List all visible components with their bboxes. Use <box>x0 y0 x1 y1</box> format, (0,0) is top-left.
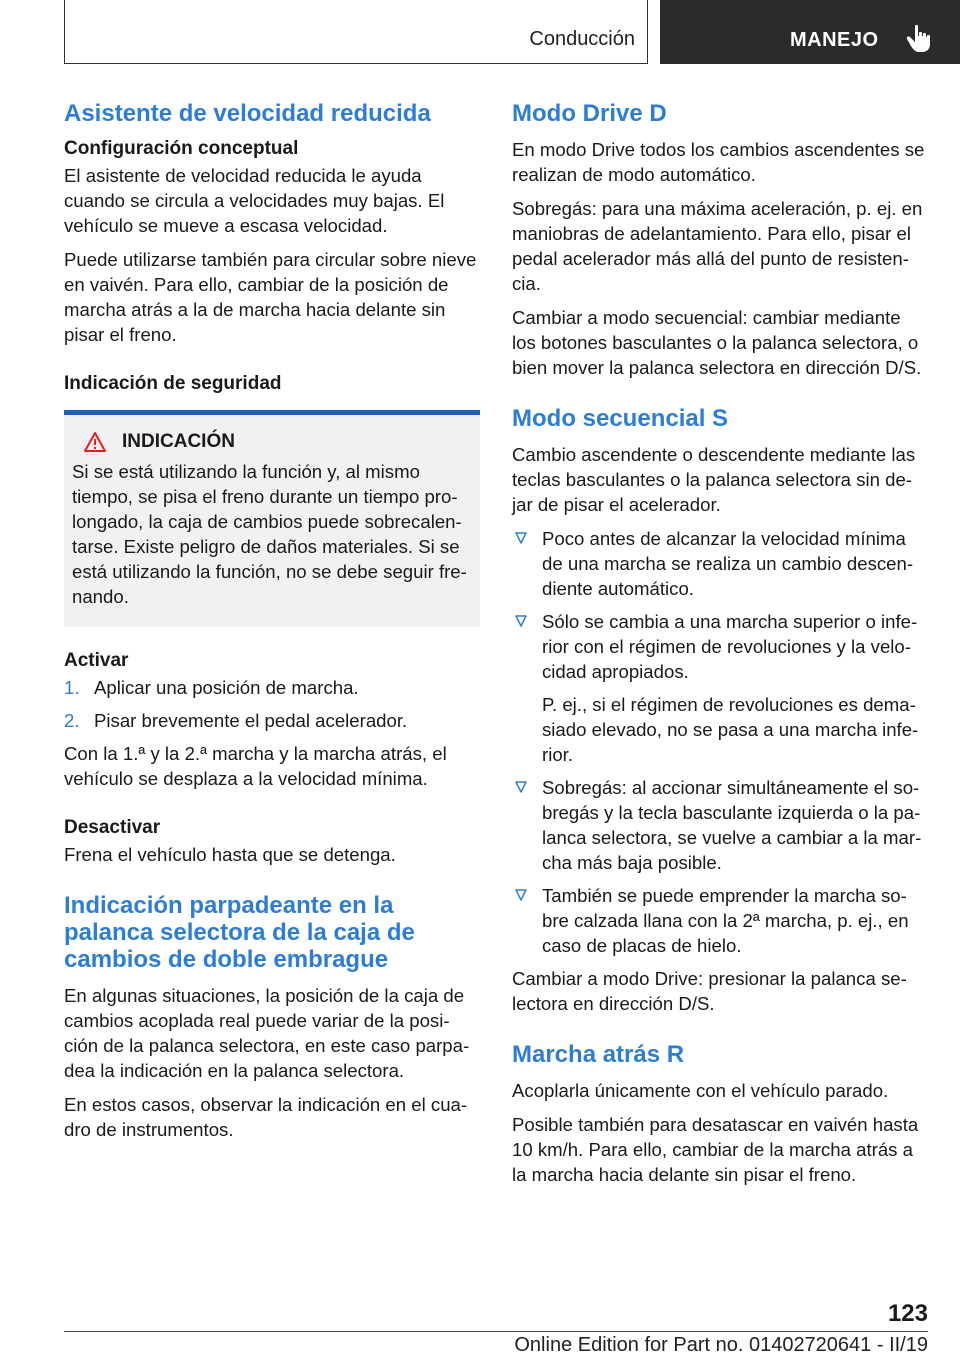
edition-note: Online Edition for Part no. 01402720641 - II/19 <box>514 1334 928 1356</box>
sequential-paragraph-1: Cambio ascendente o descendente mediante las teclas basculantes o la palanca selectora sin de‐ jar de pisar el acelerador. <box>512 444 916 515</box>
safety-heading: Indicación de seguridad <box>64 373 282 394</box>
section-title: Conducción <box>529 28 635 50</box>
chapter-tab[interactable] <box>660 0 960 64</box>
page-number: 123 <box>887 1300 928 1327</box>
warning-triangle-icon <box>84 432 106 452</box>
activate-steps <box>64 675 480 733</box>
notice-title: INDICACIÓN <box>122 431 235 452</box>
triangle-bullet-icon <box>514 780 528 794</box>
activate-heading: Activar <box>64 650 129 671</box>
list-item <box>512 883 928 958</box>
list-item <box>64 675 480 700</box>
sequential-bullets <box>512 526 928 958</box>
section-title-drive-mode: Modo Drive D <box>512 100 667 127</box>
deactivate-paragraph: Frena el vehículo hasta que se detenga. <box>64 844 396 865</box>
step-number: 1. <box>64 677 80 698</box>
chapter-tab-label: MANEJO <box>790 29 879 51</box>
step-number: 2. <box>64 710 80 731</box>
pointing-hand-icon <box>906 24 934 54</box>
header-section-box <box>64 0 648 64</box>
notice-text: Si se está utilizando la función y, al mismo tiempo, se pisa el freno durante un tiempo pro‐ longado, la caja de cambios puede sobrecalen‐ tarse. Existe peligro de daños materiales. Si se está utilizando la función, no se debe seguir fre‐ nando. <box>72 461 467 607</box>
section-title-reverse: Marcha atrás R <box>512 1041 685 1068</box>
concept-heading: Configuración conceptual <box>64 138 299 159</box>
triangle-bullet-icon <box>514 614 528 628</box>
concept-paragraph-2: Puede utilizarse también para circular sobre nieve en vaivén. Para ello, cambiar de la posición de marcha atrás a la de marcha hacia delante sin pisar el freno. <box>64 249 477 345</box>
step-text: Pisar brevemente el pedal acelerador. <box>94 710 408 731</box>
section-title-flashing-indicator: Indicación parpadeante en la palanca selectora de la caja de cambios de doble embrague <box>64 892 415 973</box>
left-column <box>64 100 480 1151</box>
footer-divider <box>64 1331 928 1332</box>
reverse-paragraph-2: Posible también para desatascar en vaivén hasta 10 km/h. Para ello, cambiar de la marcha atrás a la marcha hacia delante sin pisar el freno. <box>512 1114 919 1185</box>
bullet-subtext: P. ej., si el régimen de revoluciones es dema‐ siado elevado, no se pasa a una marcha infe‐ rior. <box>542 694 919 765</box>
bullet-text: Poco antes de alcanzar la velocidad mínima de una marcha se realiza un cambio descen‐ diente automático. <box>542 528 914 599</box>
triangle-bullet-icon <box>514 531 528 545</box>
step-text: Aplicar una posición de marcha. <box>94 677 359 698</box>
indicator-paragraph-2: En estos casos, observar la indicación en el cua‐ dro de instrumentos. <box>64 1094 468 1140</box>
activate-paragraph: Con la 1.ª y la 2.ª marcha y la marcha atrás, el vehículo se desplaza a la velocidad mínima. <box>64 743 447 789</box>
right-column <box>512 100 928 1196</box>
section-title-sequential-mode: Modo secuencial S <box>512 405 729 432</box>
list-item <box>64 708 480 733</box>
reverse-paragraph-1: Acoplarla únicamente con el vehículo parado. <box>512 1080 889 1101</box>
sequential-paragraph-2: Cambiar a modo Drive: presionar la palanca se‐ lectora en dirección D/S. <box>512 968 907 1014</box>
drive-paragraph-3: Cambiar a modo secuencial: cambiar mediante los botones basculantes o la palanca selectora, o bien mover la palanca selectora en dirección D/S. <box>512 307 922 378</box>
drive-paragraph-1: En modo Drive todos los cambios ascendentes se realizan de modo automático. <box>512 139 925 185</box>
list-item <box>512 526 928 601</box>
bullet-text: Sobregás: al accionar simultáneamente el so‐ bregás y la tecla basculante izquierda o la pa‐ lanca selectora, se vuelve a cambiar a la mar‐ cha más baja posible. <box>542 777 922 873</box>
list-item <box>512 609 928 767</box>
list-item <box>512 775 928 875</box>
deactivate-heading: Desactivar <box>64 817 161 838</box>
notice-header <box>72 431 472 453</box>
bullet-text: También se puede emprender la marcha so‐ bre calzada llana con la 2ª marcha, p. ej., en caso de placas de hielo. <box>542 885 909 956</box>
concept-paragraph-1: El asistente de velocidad reducida le ayuda cuando se circula a velocidades muy bajas. El vehículo se mueve a escasa velocidad. <box>64 165 445 236</box>
bullet-text: Sólo se cambia a una marcha superior o infe‐ rior con el régimen de revoluciones y la velo‐ cidad apropiados. <box>542 611 918 682</box>
indicator-paragraph-1: En algunas situaciones, la posición de la caja de cambios acoplada real puede variar de la posi‐ ción de la palanca selectora, en este caso parpa‐ dea la indicación en la palanca selectora. <box>64 985 470 1081</box>
section-title-low-speed-assistant: Asistente de velocidad reducida <box>64 100 431 127</box>
notice-box <box>64 410 480 627</box>
drive-paragraph-2: Sobregás: para una máxima aceleración, p. ej. en maniobras de adelantamiento. Para ello, pisar el pedal acelerador más allá del punto de resisten‐ cia. <box>512 198 923 294</box>
triangle-bullet-icon <box>514 888 528 902</box>
